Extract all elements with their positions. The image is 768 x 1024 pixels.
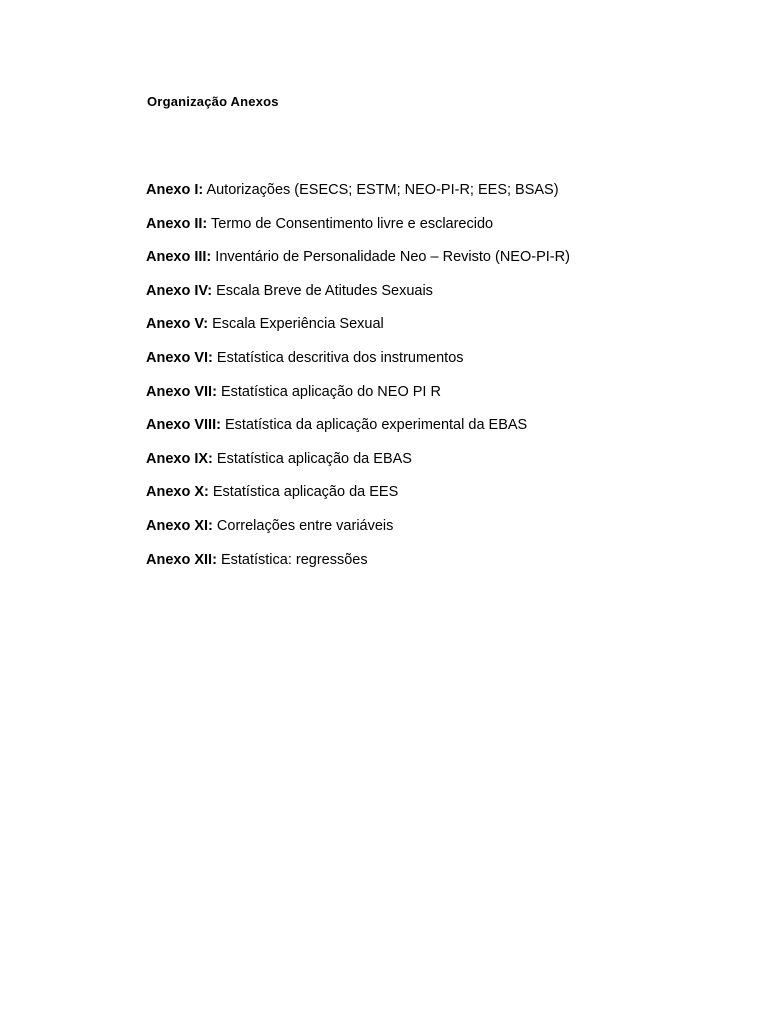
annex-label: Anexo V: [146, 316, 209, 333]
annex-label: Anexo III: [146, 249, 212, 266]
annex-item [146, 482, 570, 516]
annex-label: Anexo VI: [146, 349, 213, 366]
annex-description: Estatística da aplicação experimental da EBAS [224, 417, 528, 434]
annex-description: Estatística: regressões [220, 551, 368, 568]
annex-label: Anexo IV: [146, 282, 213, 299]
annex-item [146, 247, 570, 281]
annex-label: Anexo I: [146, 182, 204, 198]
annex-item [146, 214, 570, 248]
annex-list [146, 180, 570, 583]
annex-item [146, 180, 570, 214]
annex-item [146, 550, 570, 584]
annex-item [146, 415, 570, 449]
annex-description: Estatística aplicação do NEO PI R [220, 383, 441, 400]
annex-item [146, 516, 570, 550]
annex-description: Estatística aplicação da EBAS [216, 450, 412, 467]
annex-label: Anexo XI: [146, 517, 213, 534]
annex-label: Anexo VIII: [146, 417, 221, 434]
annex-label: Anexo IX: [146, 450, 213, 467]
annex-item [146, 382, 570, 416]
page-title: Organização Anexos [147, 94, 279, 109]
annex-label: Anexo VII: [146, 383, 217, 400]
annex-label: Anexo XII: [146, 551, 217, 568]
annex-label: Anexo II: [146, 215, 208, 232]
annex-description: Estatística descritiva dos instrumentos [216, 349, 464, 366]
annex-item [146, 449, 570, 483]
annex-description: Termo de Consentimento livre e esclarecido [211, 215, 494, 232]
annex-description: Autorizações (ESECS; ESTM; NEO-PI-R; EES; BSAS) [206, 182, 559, 198]
annex-item [146, 348, 570, 382]
annex-description: Inventário de Personalidade Neo – Revisto (NEO-PI-R) [215, 249, 570, 266]
annex-description: Escala Breve de Atitudes Sexuais [216, 282, 433, 299]
annex-item [146, 281, 570, 315]
annex-description: Correlações entre variáveis [216, 517, 394, 534]
annex-item [146, 314, 570, 348]
annex-label: Anexo X: [146, 484, 209, 501]
annex-description: Estatística aplicação da EES [212, 484, 399, 501]
annex-description: Escala Experiência Sexual [212, 316, 384, 333]
